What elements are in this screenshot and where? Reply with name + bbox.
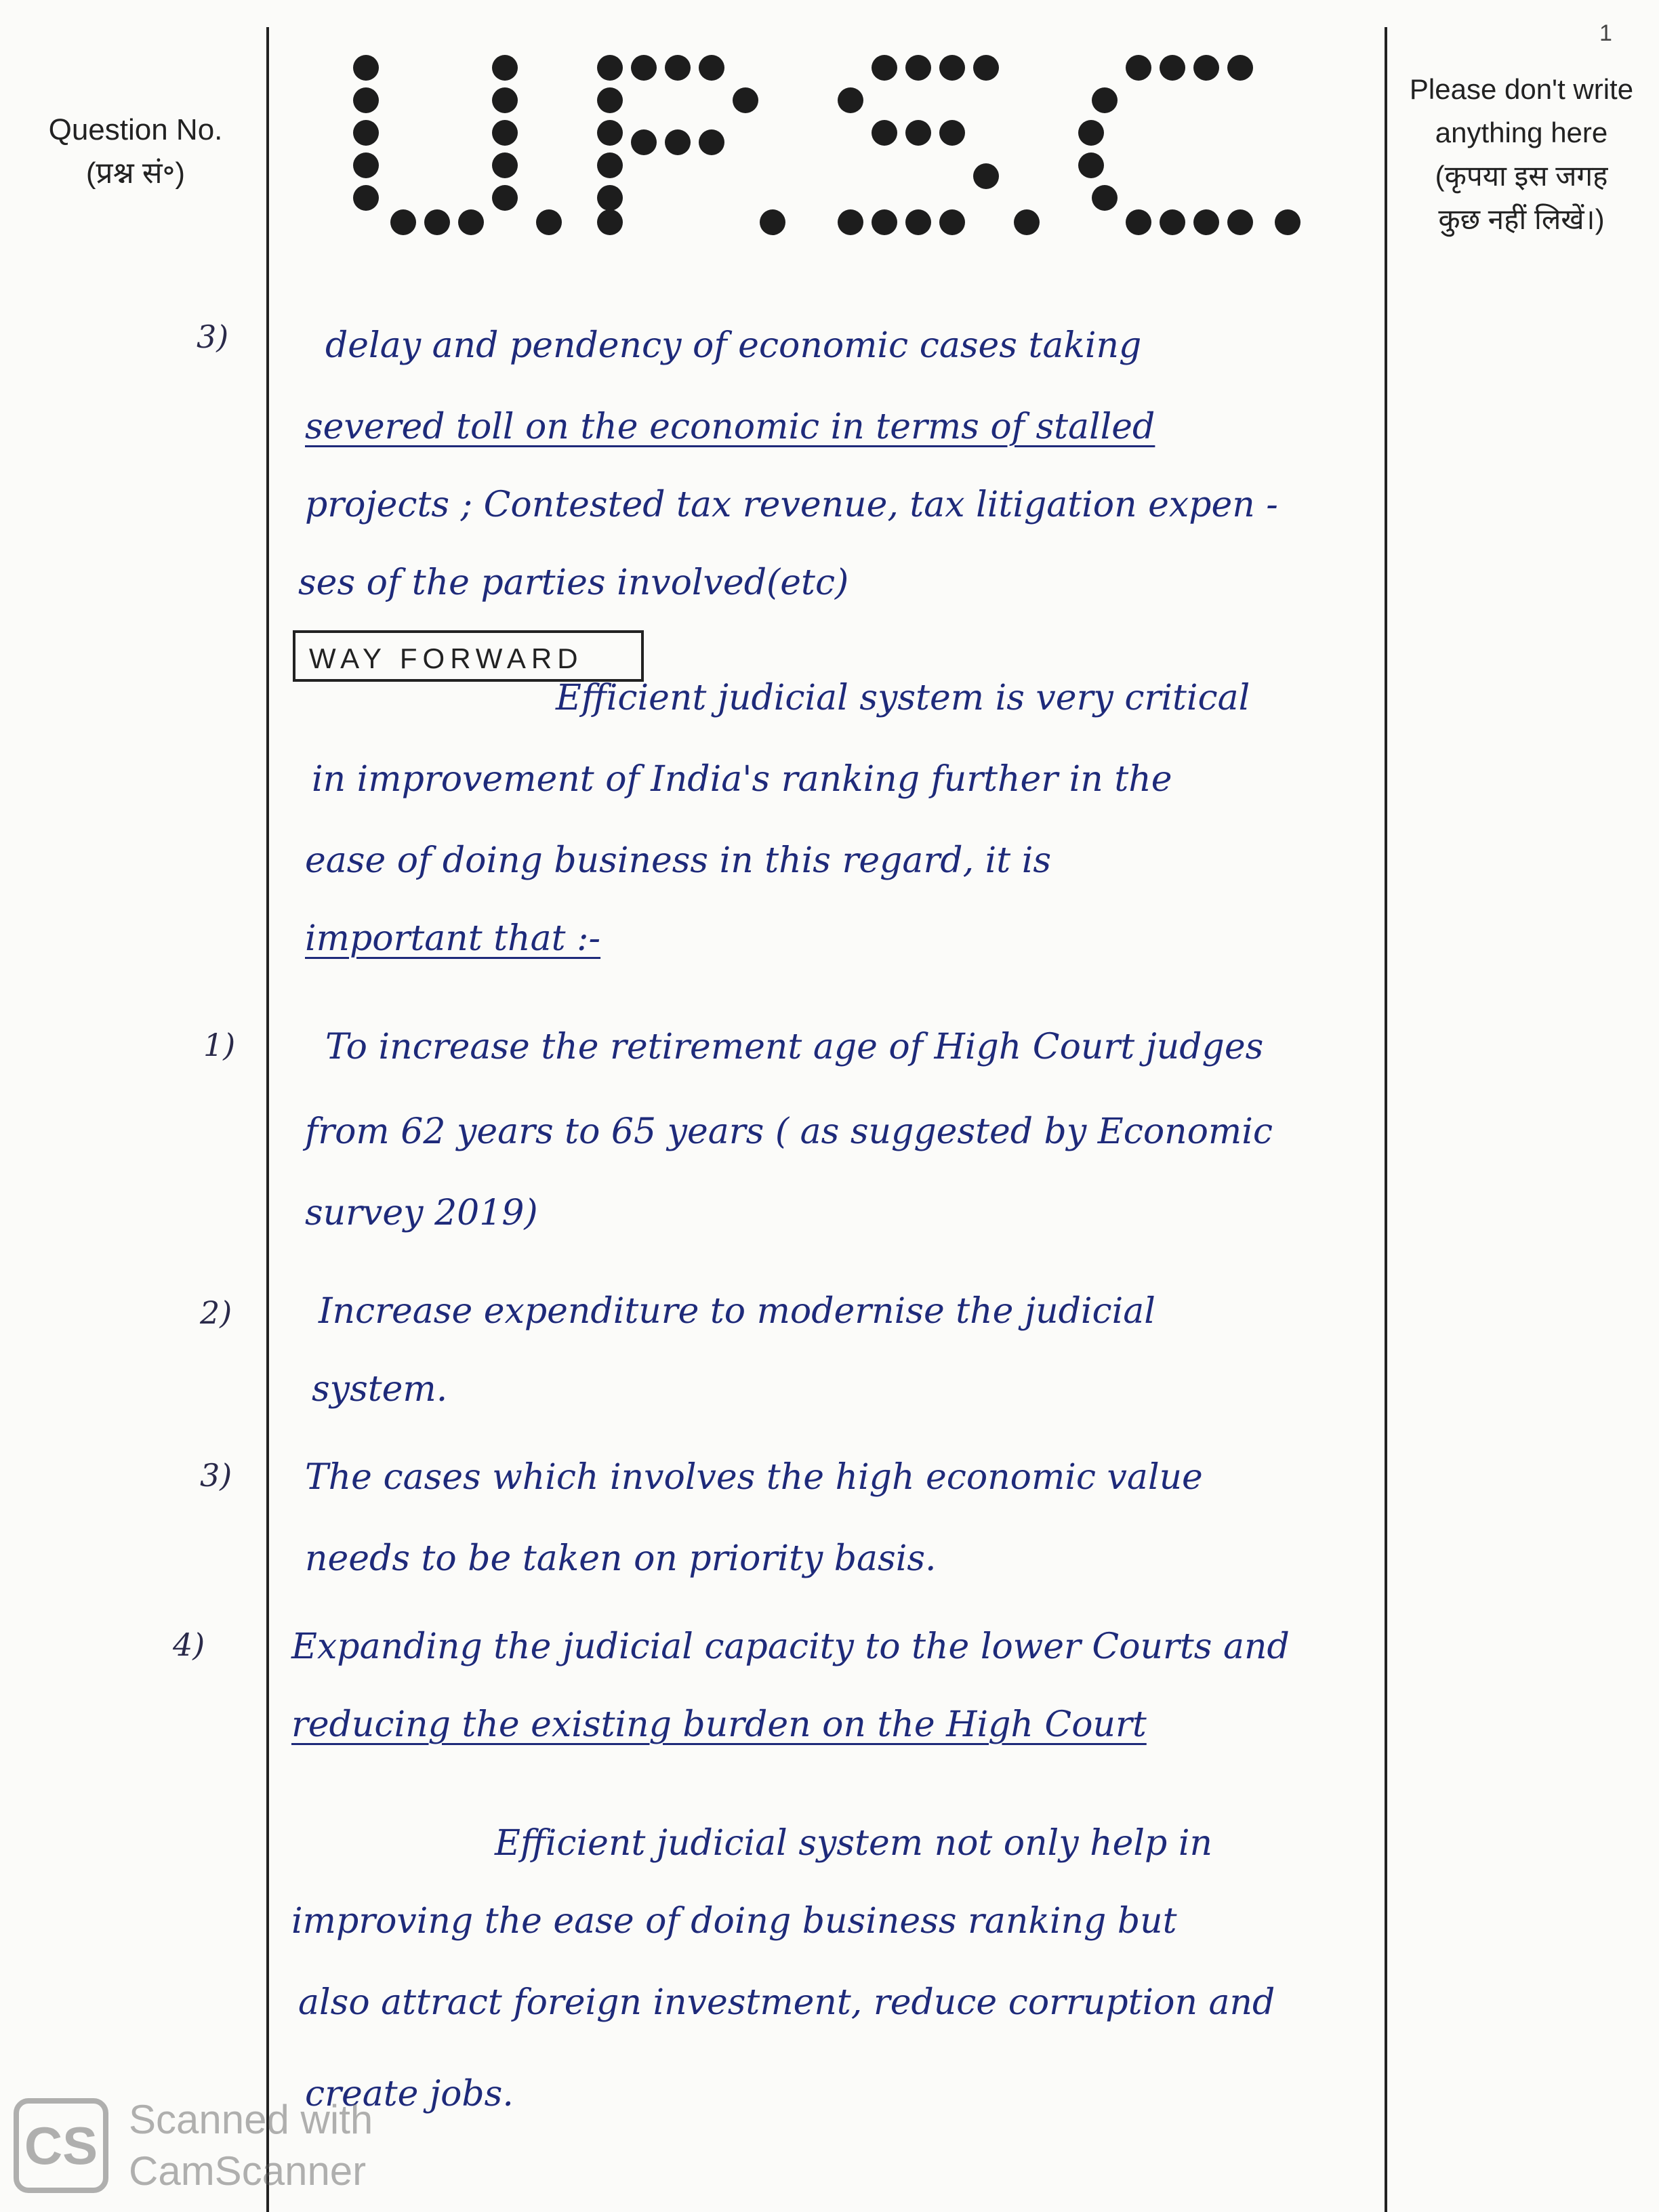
page-number: 1 [1599,20,1612,46]
left-margin-rule [266,27,269,2212]
point-2-line-2: system. [312,1369,448,1410]
section-heading-box: WAY FORWARD [293,630,644,682]
point-2-number: 2) [200,1294,232,1331]
camscanner-watermark [14,2094,373,2197]
watermark-line-1: Scanned with [129,2097,373,2142]
intro-line-4: ses of the parties involved(etc) [298,562,849,603]
conclusion-line-3: also attract foreign investment, reduce corruption and [298,1982,1275,2023]
point-1-line-1: To increase the retirement age of High Court judges [325,1027,1264,1067]
question-number-label [34,108,237,195]
margin-note-hindi-line2: कुछ नहीं लिखें।) [1438,203,1605,235]
watermark-text [129,2094,373,2197]
point-4-line-2: reducing the existing burden on the High Court [291,1704,1147,1745]
point-4-line-1: Expanding the judicial capacity to the lower Courts and [291,1626,1290,1667]
lead-line-2: in improvement of India's ranking further in the [312,759,1172,800]
camscanner-logo-icon: CS [14,2098,108,2193]
point-4-number: 4) [173,1626,205,1663]
intro-line-2: severed toll on the economic in terms of stalled [305,407,1155,447]
question-label-english: Question No. [48,113,223,146]
point-2-line-1: Increase expenditure to modernise the judicial [319,1291,1155,1332]
point-1-line-3: survey 2019) [305,1193,538,1233]
conclusion-line-1: Efficient judicial system not only help in [495,1823,1212,1864]
margin-note-hindi-line1: (कृपया इस जगह [1435,160,1608,192]
right-margin-rule [1385,27,1387,2212]
margin-note-line1: Please don't write [1409,73,1634,105]
lead-line-1: Efficient judicial system is very critical [556,678,1250,718]
lead-line-3: ease of doing business in this regard, it is [305,840,1052,881]
question-label-hindi: (प्रश्न सं॰) [85,157,186,190]
point-3-number: 3) [200,1457,232,1494]
point-1-number: 1) [203,1027,236,1063]
margin-note-line2: anything here [1435,117,1608,148]
point-3-line-2: needs to be taken on priority basis. [305,1538,937,1579]
intro-line-3: projects ; Contested tax revenue, tax litigation expen - [305,485,1278,525]
lead-line-4: important that :- [305,918,601,959]
intro-number: 3) [197,319,229,355]
conclusion-line-4: create jobs. [305,2074,514,2114]
point-3-line-1: The cases which involves the high economic value [305,1457,1203,1498]
point-1-line-2: from 62 years to 65 years ( as suggested by Economic [305,1111,1273,1152]
conclusion-line-2: improving the ease of doing business ranking but [291,1901,1177,1942]
margin-note [1393,68,1650,241]
intro-line-1: delay and pendency of economic cases taking [325,325,1142,366]
watermark-line-2: CamScanner [129,2148,367,2194]
